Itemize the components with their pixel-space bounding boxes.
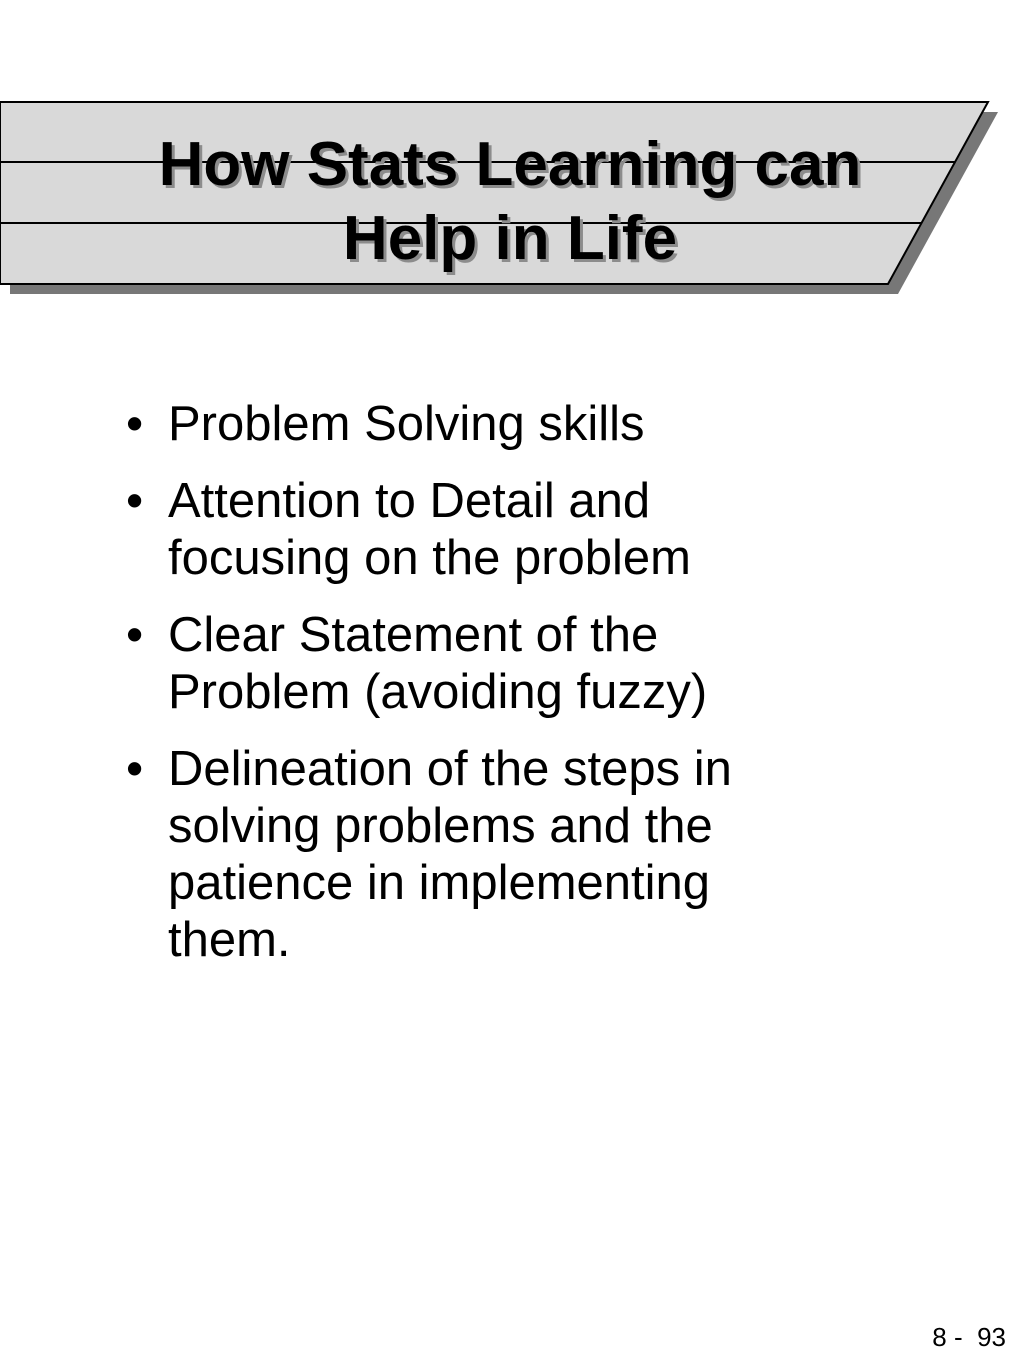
bullet-marker: • bbox=[126, 608, 144, 662]
bullet-item bbox=[118, 741, 818, 969]
slide-title bbox=[60, 128, 960, 276]
slide-title-line-1: How Stats Learning can bbox=[158, 130, 862, 199]
slide-number: 8 - 93 bbox=[932, 1322, 1006, 1352]
bullet-text: Problem Solving skills bbox=[168, 397, 645, 451]
bullet-marker: • bbox=[126, 742, 144, 796]
bullet-item bbox=[118, 396, 818, 453]
bullet-text: Clear Statement of the Problem (avoiding fuzzy) bbox=[168, 608, 708, 719]
bullet-item bbox=[118, 607, 818, 721]
bullet-text: Delineation of the steps in solving problems and the patience in implementing them. bbox=[168, 742, 732, 967]
bullet-marker: • bbox=[126, 474, 144, 528]
slide-title-line-2: Help in Life bbox=[342, 204, 678, 273]
bullet-marker: • bbox=[126, 397, 144, 451]
bullet-list bbox=[118, 396, 818, 989]
bullet-text: Attention to Detail and focusing on the problem bbox=[168, 474, 691, 585]
bullet-item bbox=[118, 473, 818, 587]
